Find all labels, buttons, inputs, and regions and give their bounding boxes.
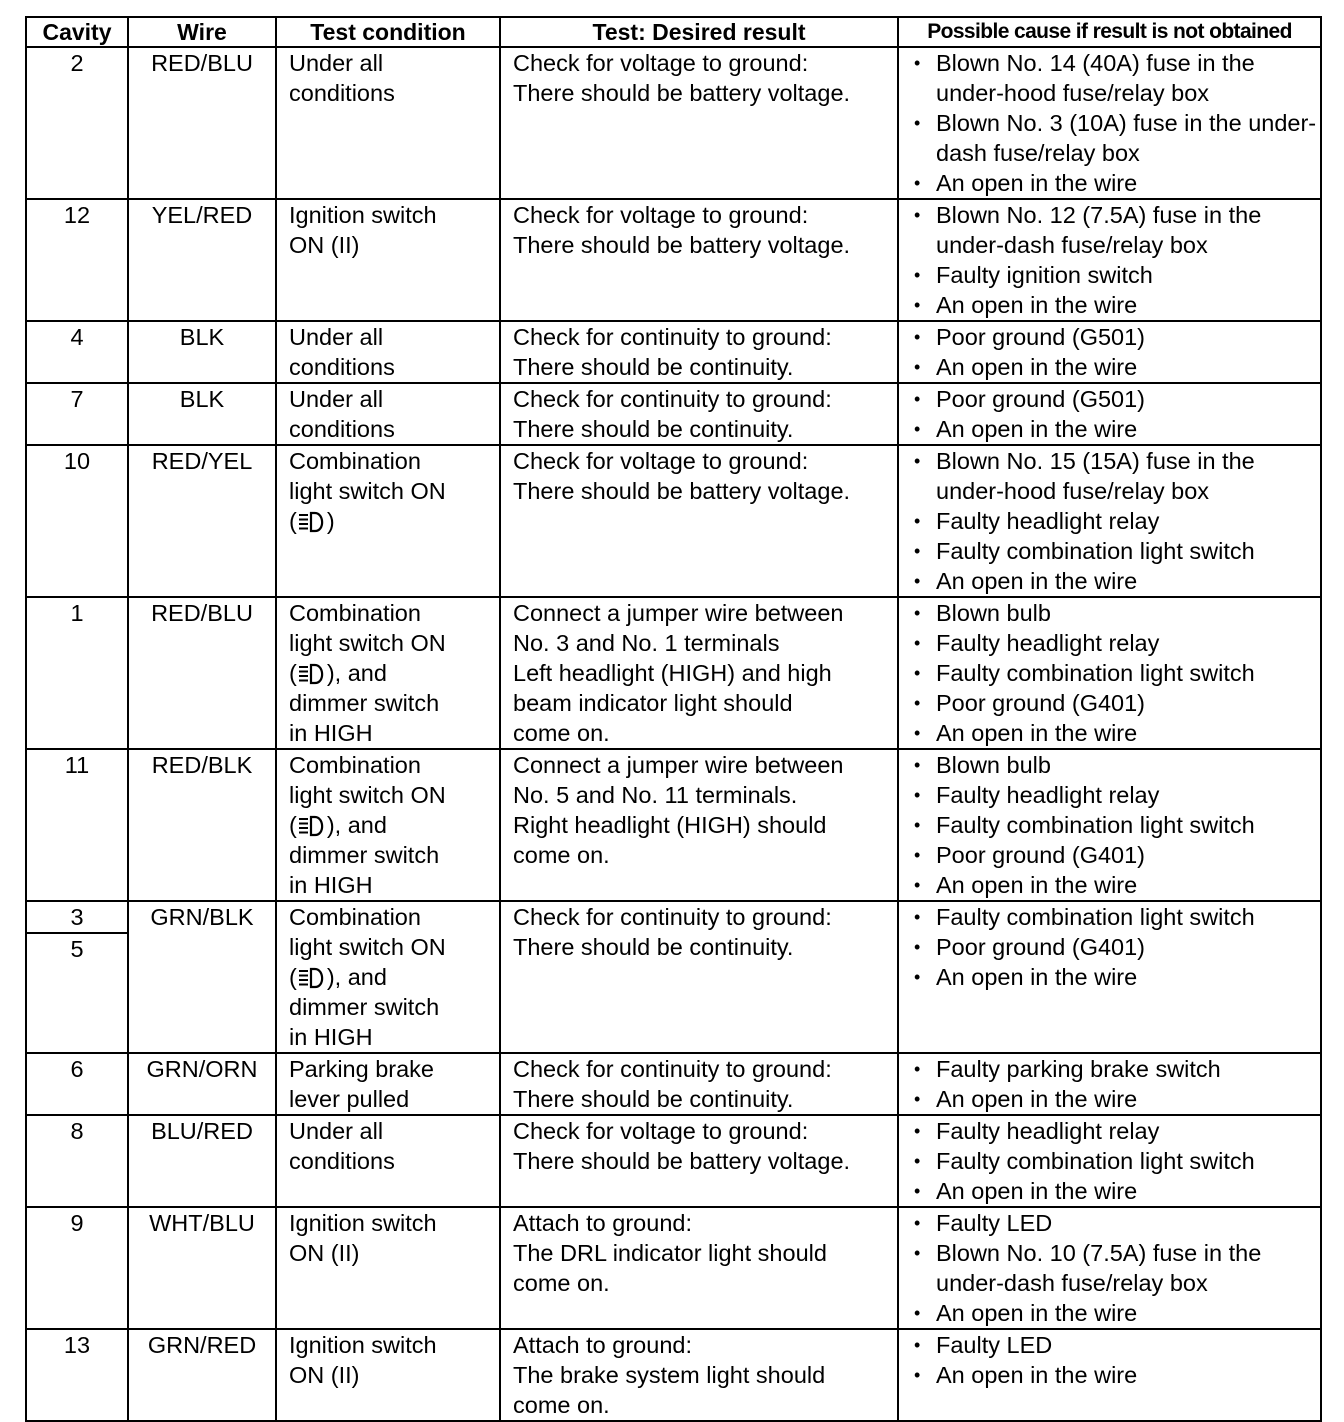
cause-item: • An open in the wire [909,566,1320,596]
table-row [26,749,1321,901]
test-condition-cell [276,1053,500,1115]
possible-cause-cell [898,445,1321,597]
condition-text: in HIGH [289,1024,373,1050]
cause-item: • An open in the wire [909,870,1320,900]
desired-result-cell [500,901,898,1053]
cause-item: • Blown bulb [909,750,1320,780]
desired-result-cell [500,47,898,199]
possible-cause-cell [898,749,1321,901]
condition-text: Under all [289,386,384,412]
condition-text: Combination [289,904,421,930]
possible-cause-cell [898,1053,1321,1115]
cause-item: • Blown No. 3 (10A) fuse in the under-dash fuse/relay box [909,108,1320,168]
cavity-number: 3 [25,902,129,934]
condition-text: ( [289,964,297,990]
cavity-number: 11 [64,752,90,778]
header-row [26,17,1321,47]
result-text: No. 3 and No. 1 terminals [513,630,780,656]
possible-cause-cell [898,1207,1321,1329]
result-text: There should be battery voltage. [513,232,851,258]
test-condition-cell [276,1207,500,1329]
result-text: Check for voltage to ground: [513,202,809,228]
desired-result-cell [500,749,898,901]
table-row [26,901,1321,1053]
result-text: Check for continuity to ground: [513,904,832,930]
result-text: beam indicator light should [513,690,793,716]
condition-text: Ignition switch [289,1210,437,1236]
header-cavity: Cavity [26,17,128,47]
condition-text: light switch ON [289,478,446,504]
condition-text: ( [289,660,297,686]
result-text: Check for continuity to ground: [513,324,832,350]
wire-color: GRN/RED [128,1329,276,1421]
condition-text: dimmer switch [289,690,440,716]
cause-item: • Blown No. 15 (15A) fuse in the under-hood fuse/relay box [909,446,1320,506]
condition-line-with-icon [289,810,499,840]
cause-item: • An open in the wire [909,414,1320,444]
wire-color: BLK [128,383,276,445]
condition-text: dimmer switch [289,842,440,868]
cavity-number: 4 [70,324,84,350]
condition-text: Combination [289,600,421,626]
possible-cause-cell [898,1329,1321,1421]
cause-list [909,1208,1320,1328]
cause-item: • An open in the wire [909,1298,1320,1328]
cause-item: • Poor ground (G401) [909,932,1320,962]
cause-item: • Faulty combination light switch [909,902,1320,932]
wire-color: GRN/BLK [128,901,276,1053]
result-text: come on. [513,842,610,868]
cavity-cell [26,383,128,445]
headlight-high-beam-icon [297,511,327,533]
cause-item: • Faulty LED [909,1208,1320,1238]
cavity-cell [26,749,128,901]
cause-item: • An open in the wire [909,168,1320,198]
result-text: There should be continuity. [513,934,794,960]
cause-item: • Faulty headlight relay [909,628,1320,658]
wire-color: YEL/RED [128,199,276,321]
cavity-number: 8 [70,1118,84,1144]
cause-item: • Faulty combination light switch [909,536,1320,566]
result-text: Check for continuity to ground: [513,386,832,412]
cavity-cell [26,1115,128,1207]
desired-result-cell [500,199,898,321]
result-text: No. 5 and No. 11 terminals. [513,782,798,808]
condition-text: ( [289,812,297,838]
possible-cause-cell [898,199,1321,321]
result-text: There should be battery voltage. [513,478,851,504]
result-text: Check for voltage to ground: [513,1118,809,1144]
result-text: Attach to ground: [513,1210,692,1236]
cavity-cell [26,597,128,749]
desired-result-cell [500,597,898,749]
cavity-number: 2 [70,50,84,76]
wire-color: RED/BLK [128,749,276,901]
cause-item: • An open in the wire [909,1084,1320,1114]
test-condition-cell [276,47,500,199]
headlight-high-beam-icon [297,663,327,685]
condition-text: Parking brake [289,1056,434,1082]
cause-item: • Faulty combination light switch [909,1146,1320,1176]
condition-text: conditions [289,1148,395,1174]
result-text: There should be continuity. [513,1086,794,1112]
test-condition-cell [276,199,500,321]
cause-item: • Faulty headlight relay [909,506,1320,536]
test-condition-cell [276,749,500,901]
wire-color: RED/BLU [128,597,276,749]
condition-text: Ignition switch [289,1332,437,1358]
cavity-number: 9 [70,1210,84,1236]
cause-list [909,322,1320,382]
cavity-cell [26,321,128,383]
wire-color: GRN/ORN [128,1053,276,1115]
condition-text: ) [326,508,335,534]
cavity-number: 7 [70,386,84,412]
test-condition-cell [276,597,500,749]
cavity-cell [26,901,128,1053]
cause-item: • Blown No. 12 (7.5A) fuse in the under-dash fuse/relay box [909,200,1320,260]
cavity-cell [26,445,128,597]
header-test-condition: Test condition [276,17,500,47]
condition-text: ON (II) [289,1240,360,1266]
condition-text: conditions [289,80,395,106]
wire-color: BLU/RED [128,1115,276,1207]
cause-item: • Faulty headlight relay [909,780,1320,810]
possible-cause-cell [898,383,1321,445]
desired-result-cell [500,1207,898,1329]
cause-item: • Faulty headlight relay [909,1116,1320,1146]
possible-cause-cell [898,901,1321,1053]
troubleshooting-table [25,16,1322,1422]
wire-color: BLK [128,321,276,383]
result-text: come on. [513,1392,610,1418]
result-text: There should be battery voltage. [513,1148,851,1174]
condition-text: light switch ON [289,934,446,960]
table-row [26,47,1321,199]
cavity-number: 1 [70,600,84,626]
cause-list [909,598,1320,748]
condition-text: ( [289,508,297,534]
condition-line-with-icon [289,506,499,536]
condition-text: light switch ON [289,782,446,808]
cause-item: • Faulty combination light switch [909,810,1320,840]
condition-text: dimmer switch [289,994,440,1020]
cause-item: • Faulty ignition switch [909,260,1320,290]
desired-result-cell [500,1053,898,1115]
table-row [26,199,1321,321]
cavity-number: 10 [63,448,91,474]
cavity-cell [26,199,128,321]
cause-list [909,1054,1320,1114]
header-possible-cause: Possible cause if result is not obtained [898,17,1321,47]
wire-color: RED/BLU [128,47,276,199]
test-condition-cell [276,901,500,1053]
cause-item: • Poor ground (G401) [909,840,1320,870]
condition-text: lever pulled [289,1086,410,1112]
result-text: Check for continuity to ground: [513,1056,832,1082]
cavity-cell [26,47,128,199]
table-row [26,445,1321,597]
cause-item: • Poor ground (G401) [909,688,1320,718]
result-text: Right headlight (HIGH) should [513,812,827,838]
condition-text: ), and [326,964,387,990]
condition-text: in HIGH [289,872,373,898]
result-text: Connect a jumper wire between [513,600,844,626]
condition-text: Under all [289,50,384,76]
condition-text: conditions [289,416,395,442]
condition-text: in HIGH [289,720,373,746]
cause-item: • Faulty combination light switch [909,658,1320,688]
cavity-number: 12 [63,202,91,228]
result-text: There should be continuity. [513,354,794,380]
cause-list [909,384,1320,444]
cause-list [909,48,1320,198]
possible-cause-cell [898,321,1321,383]
desired-result-cell [500,383,898,445]
condition-line-with-icon [289,658,499,688]
condition-line-with-icon [289,962,499,992]
possible-cause-cell [898,1115,1321,1207]
test-condition-cell [276,1115,500,1207]
desired-result-cell [500,1329,898,1421]
cause-item: • An open in the wire [909,290,1320,320]
cause-list [909,750,1320,900]
cause-list [909,1330,1320,1390]
header-desired-result: Test: Desired result [500,17,898,47]
table-row [26,383,1321,445]
cavity-number: 13 [63,1332,91,1358]
test-condition-cell [276,1329,500,1421]
cause-item: • An open in the wire [909,1176,1320,1206]
header-wire: Wire [128,17,276,47]
cause-item: • Blown bulb [909,598,1320,628]
cavity-number: 6 [70,1056,84,1082]
condition-text: ON (II) [289,1362,360,1388]
condition-text: Under all [289,1118,384,1144]
condition-text: light switch ON [289,630,446,656]
condition-text: ), and [326,812,387,838]
cavity-cell [26,1329,128,1421]
result-text: Left headlight (HIGH) and high [513,660,832,686]
cause-item: • An open in the wire [909,352,1320,382]
condition-text: Under all [289,324,384,350]
cause-item: • Poor ground (G501) [909,322,1320,352]
condition-text: ), and [326,660,387,686]
desired-result-cell [500,1115,898,1207]
cause-item: • An open in the wire [909,962,1320,992]
desired-result-cell [500,445,898,597]
test-condition-cell [276,383,500,445]
result-text: The brake system light should [513,1362,826,1388]
table-row [26,597,1321,749]
cavity-cell [26,1053,128,1115]
result-text: Check for voltage to ground: [513,448,809,474]
table-row [26,1207,1321,1329]
cause-list [909,200,1320,320]
result-text: There should be continuity. [513,416,794,442]
cause-item: • An open in the wire [909,1360,1320,1390]
result-text: Check for voltage to ground: [513,50,809,76]
possible-cause-cell [898,47,1321,199]
condition-text: ON (II) [289,232,360,258]
headlight-high-beam-icon [297,815,327,837]
cause-item: • An open in the wire [909,718,1320,748]
cause-item: • Poor ground (G501) [909,384,1320,414]
cause-list [909,1116,1320,1206]
wire-color: WHT/BLU [128,1207,276,1329]
table-row [26,321,1321,383]
cause-item: • Blown No. 14 (40A) fuse in the under-hood fuse/relay box [909,48,1320,108]
cause-item: • Faulty LED [909,1330,1320,1360]
table-row [26,1329,1321,1421]
test-condition-cell [276,321,500,383]
cause-item: • Blown No. 10 (7.5A) fuse in the under-dash fuse/relay box [909,1238,1320,1298]
result-text: Connect a jumper wire between [513,752,844,778]
condition-text: Combination [289,752,421,778]
result-text: Attach to ground: [513,1332,692,1358]
cause-list [909,446,1320,596]
desired-result-cell [500,321,898,383]
test-condition-cell [276,445,500,597]
wire-color: RED/YEL [128,445,276,597]
cavity-cell [26,1207,128,1329]
cause-item: • Faulty parking brake switch [909,1054,1320,1084]
cavity-number: 5 [70,936,84,962]
table-row [26,1115,1321,1207]
possible-cause-cell [898,597,1321,749]
result-text: come on. [513,720,610,746]
condition-text: Ignition switch [289,202,437,228]
headlight-high-beam-icon [297,967,327,989]
result-text: The DRL indicator light should [513,1240,827,1266]
result-text: There should be battery voltage. [513,80,851,106]
condition-text: Combination [289,448,421,474]
table-row [26,1053,1321,1115]
result-text: come on. [513,1270,610,1296]
cause-list [909,902,1320,992]
condition-text: conditions [289,354,395,380]
